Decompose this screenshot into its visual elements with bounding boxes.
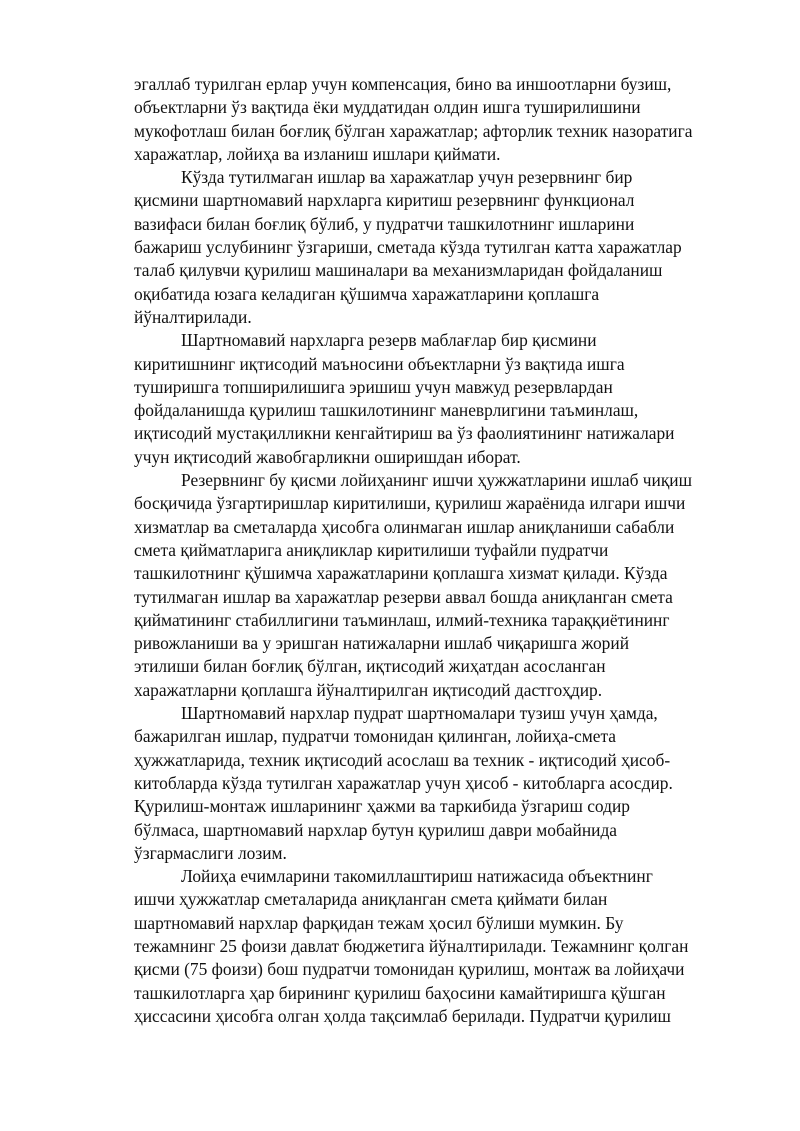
- text-line: учун иқтисодий жавобгарликни оширишдан иборат.: [134, 446, 521, 467]
- text-line: ривожланиши ва у эришган натижаларни ишлаб чиқаришга жорий: [134, 633, 629, 654]
- text-line: ўзгармаслиги лозим.: [134, 842, 287, 863]
- paragraph: [134, 702, 724, 865]
- text-line: ҳиссасини ҳисобга олган ҳолда тақсимлаб берилади. Пудратчи қурилиш: [134, 1005, 671, 1026]
- text-line: харажатларни қоплашга йўналтирилган иқтисодий дастгоҳдир.: [134, 679, 603, 700]
- text-line: қисмини шартномавий нархларга киритиш резервнинг функционал: [134, 190, 635, 211]
- text-line: босқичида ўзгартиришлар киритилиши, қурилиш жараёнида илгари ишчи: [134, 493, 686, 514]
- text-line: вазифаси билан боғлиқ бўлиб, у пудратчи ташкилотнинг ишларини: [134, 213, 635, 234]
- text-line: Лойиҳа ечимларини такомиллаштириш натижасида объектнинг: [181, 866, 653, 887]
- text-line: эгаллаб турилган ерлар учун компенсация, бино ва иншоотларни бузиш,: [134, 74, 672, 94]
- text-line: қийматининг стабиллигини таъминлаш, илмий-техника тараққиётининг: [134, 609, 670, 630]
- text-line: Кўзда тутилмаган ишлар ва харажатлар учун резервнинг бир: [181, 167, 633, 188]
- text-line: харажатлар, лойиҳа ва изланиш ишлари қиймати.: [134, 143, 501, 164]
- paragraph: [134, 329, 724, 469]
- text-line: ташкилотнинг қўшимча харажатларини қоплашга хизмат қилади. Кўзда: [134, 563, 668, 584]
- text-line: тутилмаган ишлар ва харажатлар резерви аввал бошда аниқланган смета: [134, 586, 673, 607]
- text-line: тежамнинг 25 фоизи давлат бюджетига йўналтирилади. Тежамнинг қолган: [134, 935, 689, 956]
- text-line: объектларни ўз вақтида ёки муддатидан олдин ишга туширилишини: [134, 97, 641, 118]
- text-line: Шартномавий нархлар пудрат шартномалари тузиш учун ҳамда,: [181, 703, 658, 724]
- text-line: этилиши билан боғлиқ бўлган, иқтисодий жиҳатдан асосланган: [134, 656, 606, 677]
- text-line: қисми (75 фоизи) бош пудратчи томонидан қурилиш, монтаж ва лойиҳачи: [134, 959, 685, 980]
- document-page: [134, 73, 724, 1028]
- text-line: хизматлар ва сметаларда ҳисобга олинмаган ишлар аниқланиши сабабли: [134, 516, 675, 537]
- text-line: ташкилотларга ҳар бирининг қурилиш баҳосини камайтиришга қўшган: [134, 982, 666, 1003]
- text-line: ишчи ҳужжатлар сметаларида аниқланган смета қиймати билан: [134, 889, 608, 910]
- text-line: иқтисодий мустақилликни кенгайтириш ва ўз фаолиятининг натижалари: [134, 423, 675, 444]
- text-line: оқибатида юзага келадиган қўшимча харажатларини қоплашга: [134, 283, 600, 304]
- text-line: Қурилиш-монтаж ишларининг ҳажми ва таркибида ўзгариш содир: [134, 796, 630, 817]
- text-line: смета қийматларига аниқликлар киритилиши туфайли пудратчи: [134, 539, 609, 560]
- text-line: Шартномавий нархларга резерв маблағлар бир қисмини: [181, 330, 597, 351]
- text-line: Резервнинг бу қисми лойиҳанинг ишчи ҳужжатларини ишлаб чиқиш: [181, 470, 693, 491]
- paragraph: [134, 73, 724, 166]
- text-line: талаб қилувчи қурилиш машиналари ва механизмларидан фойдаланиш: [134, 260, 663, 281]
- paragraph: [134, 469, 724, 702]
- paragraph: [134, 166, 724, 329]
- text-line: китобларда кўзда тутилган харажатлар учун ҳисоб - китобларга асосдир.: [134, 772, 673, 793]
- text-line: фойдаланишда қурилиш ташкилотининг маневрлигини таъминлаш,: [134, 400, 639, 421]
- text-line: шартномавий нархлар фарқидан тежам ҳосил бўлиши мумкин. Бу: [134, 912, 624, 933]
- text-line: мукофотлаш билан боғлиқ бўлган харажатлар; афторлик техник назоратига: [134, 120, 693, 141]
- text-line: бўлмаса, шартномавий нархлар бутун қурилиш даври мобайнида: [134, 819, 618, 840]
- text-line: ҳужжатларида, техник иқтисодий асослаш ва техник - иқтисодий ҳисоб-: [134, 749, 671, 770]
- paragraph: [134, 865, 724, 1028]
- text-line: туширишга топширилишига эришиш учун мавжуд резервлардан: [134, 376, 613, 397]
- text-line: бажариш услубининг ўзгариши, сметада кўзда тутилган катта харажатлар: [134, 237, 682, 258]
- text-line: йўналтирилади.: [134, 306, 252, 327]
- text-line: бажарилган ишлар, пудратчи томонидан қилинган, лойиҳа-смета: [134, 726, 617, 747]
- text-line: киритишнинг иқтисодий маъносини объектларни ўз вақтида ишга: [134, 353, 625, 374]
